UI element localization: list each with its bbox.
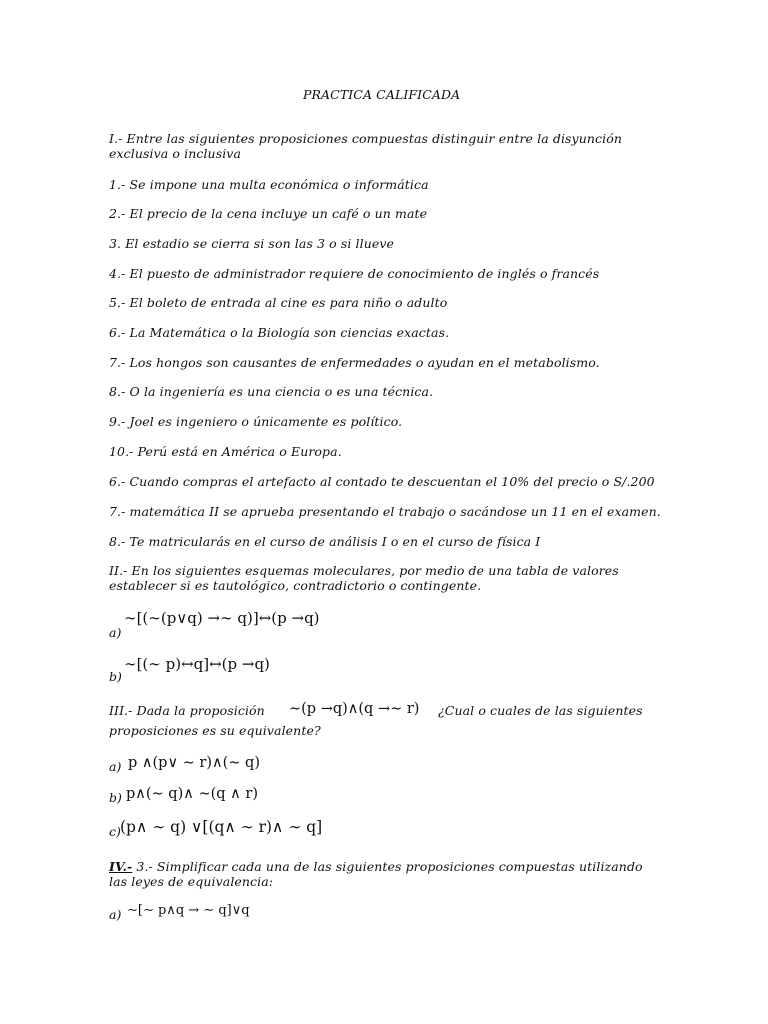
list-item: 3. El estadio se cierra si son las 3 o si llueve bbox=[109, 236, 395, 251]
list-item: 4.- El puesto de administrador requiere de conocimiento de inglés o francés bbox=[109, 266, 600, 281]
section-1-heading: I.- Entre las siguientes proposiciones compuestas distinguir entre la disyunción exclusiva o inclusiva bbox=[109, 131, 622, 161]
section-3-heading-line2: proposiciones es su equivalente? bbox=[109, 723, 321, 738]
section-2-heading: II.- En los siguientes esquemas moleculares, por medio de una tabla de valores establecer si es tautológico, contradictorio o contingente. bbox=[109, 563, 619, 593]
item-b-label: b) bbox=[109, 669, 122, 684]
item-a-label: a) bbox=[109, 759, 122, 774]
item-a-label: a) bbox=[109, 907, 122, 922]
formula-3c: (p∧ ∼ q) ∨[(q∧ ∼ r)∧ ∼ q] bbox=[120, 818, 323, 836]
list-item: 5.- El boleto de entrada al cine es para niño o adulto bbox=[109, 295, 448, 310]
list-item: 8.- O la ingeniería es una ciencia o es una técnica. bbox=[109, 384, 434, 399]
item-b-label: b) bbox=[109, 790, 122, 805]
section-3-heading-start: III.- Dada la proposición bbox=[109, 703, 265, 718]
list-item: 10.- Perú está en América o Europa. bbox=[109, 444, 342, 459]
section-4-text: 3.- Simplificar cada una de las siguientes proposiciones compuestas utilizando las leyes de equivalencia: bbox=[109, 859, 643, 889]
list-item: 2.- El precio de la cena incluye un café o un mate bbox=[109, 206, 428, 221]
list-item: 6.- La Matemática o la Biología son ciencias exactas. bbox=[109, 325, 450, 340]
formula-3b: p∧(∼ q)∧ ∼(q ∧ r) bbox=[126, 786, 258, 802]
formula-3-main: ∼(p →q)∧(q →∼ r) bbox=[289, 701, 420, 717]
section-4-heading bbox=[109, 859, 661, 889]
list-item: 6.- Cuando compras el artefacto al contado te descuentan el 10% del precio o S/.200 bbox=[109, 474, 655, 489]
formula-2b: ∼[(∼ p)↔q]↔(p →q) bbox=[124, 655, 270, 673]
list-item: 8.- Te matricularás en el curso de análisis I o en el curso de física I bbox=[109, 534, 541, 549]
list-item: 1.- Se impone una multa económica o informática bbox=[109, 177, 429, 192]
page-title: PRACTICA CALIFICADA bbox=[303, 87, 461, 102]
list-item: 7.- matemática II se aprueba presentando el trabajo o sacándose un 11 en el examen. bbox=[109, 504, 661, 519]
formula-3a: p ∧(p∨ ∼ r)∧(∼ q) bbox=[128, 755, 260, 771]
item-c-label: c) bbox=[109, 824, 121, 839]
section-3-heading-end: ¿Cual o cuales de las siguientes bbox=[438, 703, 643, 718]
formula-4a: ∼[∼ p∧q → ∼ q]∨q bbox=[127, 903, 250, 918]
list-item: 9.- Joel es ingeniero o únicamente es político. bbox=[109, 414, 403, 429]
item-a-label: a) bbox=[109, 625, 122, 640]
formula-2a: ∼[(∼(p∨q) →∼ q)]↔(p →q) bbox=[124, 609, 320, 627]
section-4-prefix: IV.- bbox=[109, 859, 133, 874]
list-item: 7.- Los hongos son causantes de enfermedades o ayudan en el metabolismo. bbox=[109, 355, 600, 370]
